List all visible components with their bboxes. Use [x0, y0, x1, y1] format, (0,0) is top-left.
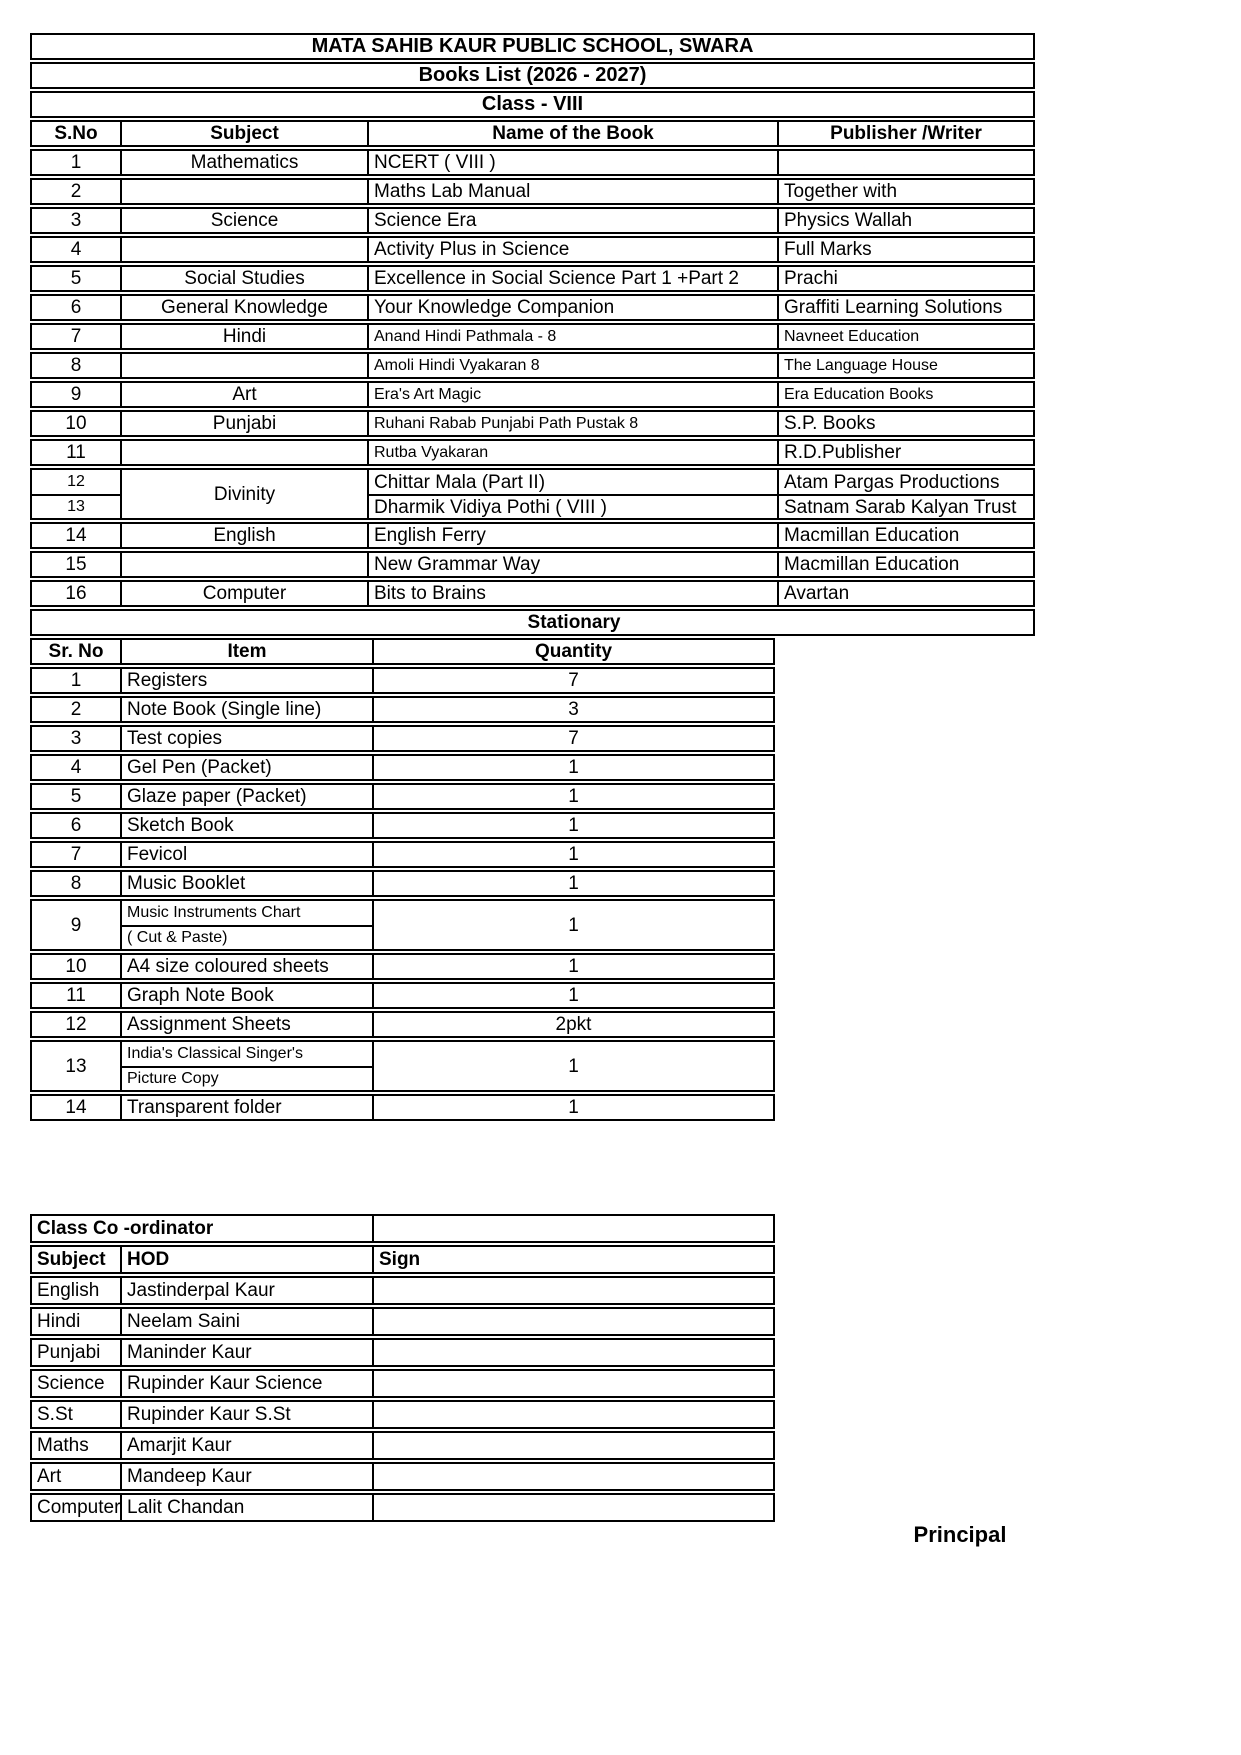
books-cell-publisher: R.D.Publisher	[777, 441, 1033, 464]
coordinator-cell-sign	[372, 1309, 773, 1334]
books-cell-subject: General Knowledge	[120, 296, 367, 319]
stationary-header-item: Item	[120, 640, 372, 663]
books-cell-book: Chittar Mala (Part II)	[367, 470, 777, 494]
coordinator-cell-hod: Rupinder Kaur Science	[120, 1371, 372, 1396]
books-cell-publisher: Graffiti Learning Solutions	[777, 296, 1033, 319]
coordinator-cell-hod: Rupinder Kaur S.St	[120, 1402, 372, 1427]
stationary-cell-quantity: 1	[372, 1096, 773, 1119]
coordinator-row	[30, 1400, 775, 1429]
stationary-row	[30, 696, 775, 723]
principal-label: Principal	[913, 1522, 1007, 1547]
stationary-row	[30, 841, 775, 868]
books-cell-book: Your Knowledge Companion	[367, 296, 777, 319]
stationary-cell-quantity: 1	[372, 785, 773, 808]
stationary-cell-sno: 9	[70, 914, 82, 936]
stationary-row	[30, 783, 775, 810]
books-cell-sno: 14	[65, 525, 87, 546]
stationary-cell-sno: 14	[65, 1097, 87, 1118]
coordinator-cell-sign	[372, 1402, 773, 1427]
books-row	[30, 410, 1035, 437]
books-rows	[30, 149, 1035, 607]
books-cell-publisher: Avartan	[777, 582, 1033, 605]
books-cell-publisher: Physics Wallah	[777, 209, 1033, 232]
stationary-rows	[30, 667, 1035, 1121]
stationary-cell-quantity: 1	[372, 901, 773, 949]
coordinator-header-subject: Subject	[37, 1249, 106, 1270]
books-cell-sno: 12	[67, 473, 85, 490]
coordinator-title: Class Co -ordinator	[37, 1218, 214, 1239]
books-cell-book: Ruhani Rabab Punjabi Path Pustak 8	[367, 412, 777, 435]
stationary-cell-item-line: India's Classical Singer's	[127, 1045, 303, 1062]
stationary-cell-sno: 10	[65, 956, 87, 977]
stationary-row	[30, 982, 775, 1009]
coordinator-cell-subject: Art	[37, 1466, 62, 1487]
stationary-cell-sno: 3	[70, 728, 82, 749]
books-sub-row	[367, 494, 1033, 518]
books-cell-subject: Hindi	[120, 325, 367, 348]
coordinator-cell-hod: Lalit Chandan	[120, 1495, 372, 1520]
books-cell-subject: Computer	[120, 582, 367, 605]
books-header-row	[30, 120, 1035, 147]
stationary-cell-sno: 4	[70, 757, 82, 778]
stationary-cell-sno: 1	[70, 670, 82, 691]
coordinator-cell-subject: English	[37, 1280, 100, 1301]
stationary-cell-sno: 6	[70, 815, 82, 836]
stationary-cell-item: Test copies	[120, 727, 372, 750]
books-row	[30, 580, 1035, 607]
school-title: MATA SAHIB KAUR PUBLIC SCHOOL, SWARA	[311, 35, 754, 57]
stationary-row	[30, 1040, 775, 1092]
coordinator-cell-hod: Maninder Kaur	[120, 1340, 372, 1365]
coordinator-rows	[30, 1276, 1035, 1522]
coordinator-row	[30, 1431, 775, 1460]
stationary-cell-sno: 2	[70, 699, 82, 720]
books-list-title: Books List (2026 - 2027)	[418, 64, 647, 86]
stationary-cell-quantity: 1	[372, 1042, 773, 1090]
class-title-row	[30, 91, 1035, 118]
books-cell-sno: 10	[65, 413, 87, 434]
books-cell-sno: 15	[65, 554, 87, 575]
books-cell-sno-group	[32, 470, 120, 518]
stationary-row	[30, 899, 775, 951]
sheet-content	[30, 33, 1035, 1524]
stationary-cell-item: Sketch Book	[120, 814, 372, 837]
stationary-cell-item: Graph Note Book	[120, 984, 372, 1007]
coordinator-cell-sign	[372, 1495, 773, 1520]
stationary-title-row	[30, 609, 1035, 636]
coordinator-row	[30, 1369, 775, 1398]
books-cell-subject: Social Studies	[120, 267, 367, 290]
books-row	[30, 352, 1035, 379]
books-cell-subject: English	[120, 524, 367, 547]
books-cell-subject: Punjabi	[120, 412, 367, 435]
coordinator-cell-subject: Maths	[37, 1435, 89, 1456]
books-row	[30, 236, 1035, 263]
books-row	[30, 178, 1035, 205]
books-header-publisher: Publisher /Writer	[777, 122, 1033, 145]
coordinator-cell-sign	[372, 1433, 773, 1458]
stationary-cell-item: Assignment Sheets	[120, 1013, 372, 1036]
coordinator-cell-hod: Mandeep Kaur	[120, 1464, 372, 1489]
books-cell-sno: 2	[70, 181, 82, 202]
books-cell-sno: 9	[70, 384, 82, 405]
books-cell-sno: 16	[65, 583, 87, 604]
coordinator-cell-hod: Amarjit Kaur	[120, 1433, 372, 1458]
stationary-cell-sno: 11	[66, 985, 86, 1006]
books-cell-subject	[120, 238, 367, 261]
stationary-header-quantity: Quantity	[372, 640, 773, 663]
books-cell-publisher: Macmillan Education	[777, 524, 1033, 547]
books-cell-publisher: S.P. Books	[777, 412, 1033, 435]
coordinator-row	[30, 1462, 775, 1491]
books-cell-subject	[120, 180, 367, 203]
coordinator-cell-sign	[372, 1340, 773, 1365]
stationary-item-group	[120, 901, 372, 949]
stationary-cell-item-line: Picture Copy	[122, 1066, 372, 1090]
books-row-merged	[30, 468, 1035, 520]
stationary-cell-quantity: 1	[372, 814, 773, 837]
stationary-row	[30, 725, 775, 752]
books-cell-book: Activity Plus in Science	[367, 238, 777, 261]
books-cell-book: Amoli Hindi Vyakaran 8	[367, 354, 777, 377]
coordinator-cell-subject: Science	[37, 1373, 105, 1394]
books-cell-subject	[120, 354, 367, 377]
books-cell-book: Rutba Vyakaran	[367, 441, 777, 464]
books-cell-book: Excellence in Social Science Part 1 +Part 2	[367, 267, 777, 290]
stationary-cell-sno: 5	[70, 786, 82, 807]
books-row	[30, 149, 1035, 176]
stationary-cell-item: Fevicol	[120, 843, 372, 866]
books-cell-publisher: Era Education Books	[777, 383, 1033, 406]
books-cell-sno: 4	[70, 239, 82, 260]
stationary-cell-quantity: 1	[372, 843, 773, 866]
stationary-title: Stationary	[527, 612, 621, 633]
coordinator-cell-sign	[372, 1464, 773, 1489]
coordinator-header-row	[30, 1245, 775, 1274]
books-row	[30, 381, 1035, 408]
stationary-row	[30, 754, 775, 781]
books-cell-sno: 5	[70, 268, 82, 289]
stationary-cell-item: Glaze paper (Packet)	[120, 785, 372, 808]
books-table	[30, 33, 1035, 607]
books-cell-subject	[120, 441, 367, 464]
class-title: Class - VIII	[481, 93, 584, 115]
books-cell-sno: 13	[32, 494, 120, 518]
books-cell-publisher: The Language House	[777, 354, 1033, 377]
coordinator-header-sign: Sign	[372, 1247, 773, 1272]
stationary-cell-quantity: 2pkt	[372, 1013, 773, 1036]
books-row	[30, 323, 1035, 350]
books-cell-publisher: Satnam Sarab Kalyan Trust	[777, 496, 1033, 519]
coordinator-row	[30, 1276, 775, 1305]
coordinator-cell-sign	[372, 1278, 773, 1303]
coordinator-cell-subject: Computer	[37, 1497, 120, 1518]
stationary-item-group	[120, 1042, 372, 1090]
coordinator-table	[30, 1214, 1035, 1522]
stationary-cell-quantity: 1	[372, 756, 773, 779]
coordinator-row	[30, 1493, 775, 1522]
books-cell-publisher	[777, 151, 1033, 174]
books-row	[30, 294, 1035, 321]
books-cell-sno: 6	[70, 297, 82, 318]
stationary-cell-quantity: 1	[372, 872, 773, 895]
stationary-row	[30, 1094, 775, 1121]
stationary-cell-item: Gel Pen (Packet)	[120, 756, 372, 779]
books-header-subject: Subject	[120, 122, 367, 145]
books-cell-subject	[120, 553, 367, 576]
books-row	[30, 207, 1035, 234]
stationary-cell-item: Note Book (Single line)	[120, 698, 372, 721]
stationary-cell-quantity: 7	[372, 727, 773, 750]
stationary-cell-item: Registers	[120, 669, 372, 692]
books-row	[30, 265, 1035, 292]
stationary-cell-sno: 8	[70, 873, 82, 894]
books-header-book: Name of the Book	[367, 122, 777, 145]
books-cell-sno: 3	[70, 210, 82, 231]
stationary-cell-item: Transparent folder	[120, 1096, 372, 1119]
stationary-cell-item: Music Booklet	[120, 872, 372, 895]
books-row	[30, 522, 1035, 549]
books-cell-book: Science Era	[367, 209, 777, 232]
books-cell-subject: Art	[120, 383, 367, 406]
coordinator-title-sign-cell	[372, 1216, 773, 1241]
stationary-row	[30, 667, 775, 694]
coordinator-cell-sign	[372, 1371, 773, 1396]
stationary-header-row	[30, 638, 775, 665]
stationary-row	[30, 953, 775, 980]
coordinator-cell-subject: Hindi	[37, 1311, 81, 1332]
books-cell-book: Bits to Brains	[367, 582, 777, 605]
stationary-row	[30, 870, 775, 897]
stationary-cell-quantity: 3	[372, 698, 773, 721]
stationary-cell-sno: 7	[70, 844, 82, 865]
books-merged-right	[367, 470, 1033, 518]
books-cell-publisher: Full Marks	[777, 238, 1033, 261]
books-cell-book: English Ferry	[367, 524, 777, 547]
school-title-row	[30, 33, 1035, 60]
books-list-title-row	[30, 62, 1035, 89]
coordinator-title-row	[30, 1214, 775, 1243]
coordinator-row	[30, 1307, 775, 1336]
stationary-row	[30, 1011, 775, 1038]
books-cell-book: Era's Art Magic	[367, 383, 777, 406]
stationary-table	[30, 638, 1035, 1121]
books-cell-subject: Divinity	[120, 470, 367, 518]
books-cell-sno: 8	[70, 355, 82, 376]
books-sub-row	[367, 470, 1033, 494]
books-row	[30, 551, 1035, 578]
stationary-cell-sno: 12	[65, 1014, 87, 1035]
coordinator-header-hod: HOD	[120, 1247, 372, 1272]
books-cell-sno: 1	[70, 152, 82, 173]
books-cell-publisher: Prachi	[777, 267, 1033, 290]
stationary-cell-quantity: 7	[372, 669, 773, 692]
stationary-cell-item-line: Music Instruments Chart	[127, 904, 301, 921]
stationary-row	[30, 812, 775, 839]
coordinator-cell-subject: Punjabi	[37, 1342, 101, 1363]
books-cell-sno: 11	[66, 442, 86, 463]
books-cell-publisher: Macmillan Education	[777, 553, 1033, 576]
coordinator-cell-subject: S.St	[37, 1404, 73, 1425]
stationary-header-sno: Sr. No	[48, 641, 104, 662]
stationary-cell-sno: 13	[65, 1055, 87, 1077]
coordinator-row	[30, 1338, 775, 1367]
stationary-cell-quantity: 1	[372, 984, 773, 1007]
books-cell-book: NCERT ( VIII )	[367, 151, 777, 174]
coordinator-cell-hod: Jastinderpal Kaur	[120, 1278, 372, 1303]
books-cell-sno: 7	[70, 326, 82, 347]
books-cell-book: Anand Hindi Pathmala - 8	[367, 325, 777, 348]
books-row	[30, 439, 1035, 466]
books-cell-subject: Science	[120, 209, 367, 232]
stationary-cell-item-line: ( Cut & Paste)	[122, 925, 372, 949]
coordinator-cell-hod: Neelam Saini	[120, 1309, 372, 1334]
books-cell-publisher: Navneet Education	[777, 325, 1033, 348]
books-cell-subject: Mathematics	[120, 151, 367, 174]
books-cell-book: Dharmik Vidiya Pothi ( VIII )	[367, 496, 777, 519]
books-cell-publisher: Atam Pargas Productions	[777, 470, 1033, 494]
books-cell-book: New Grammar Way	[367, 553, 777, 576]
books-header-sno: S.No	[54, 123, 98, 144]
stationary-cell-item: A4 size coloured sheets	[120, 955, 372, 978]
stationary-cell-quantity: 1	[372, 955, 773, 978]
books-cell-book: Maths Lab Manual	[367, 180, 777, 203]
books-cell-publisher: Together with	[777, 180, 1033, 203]
